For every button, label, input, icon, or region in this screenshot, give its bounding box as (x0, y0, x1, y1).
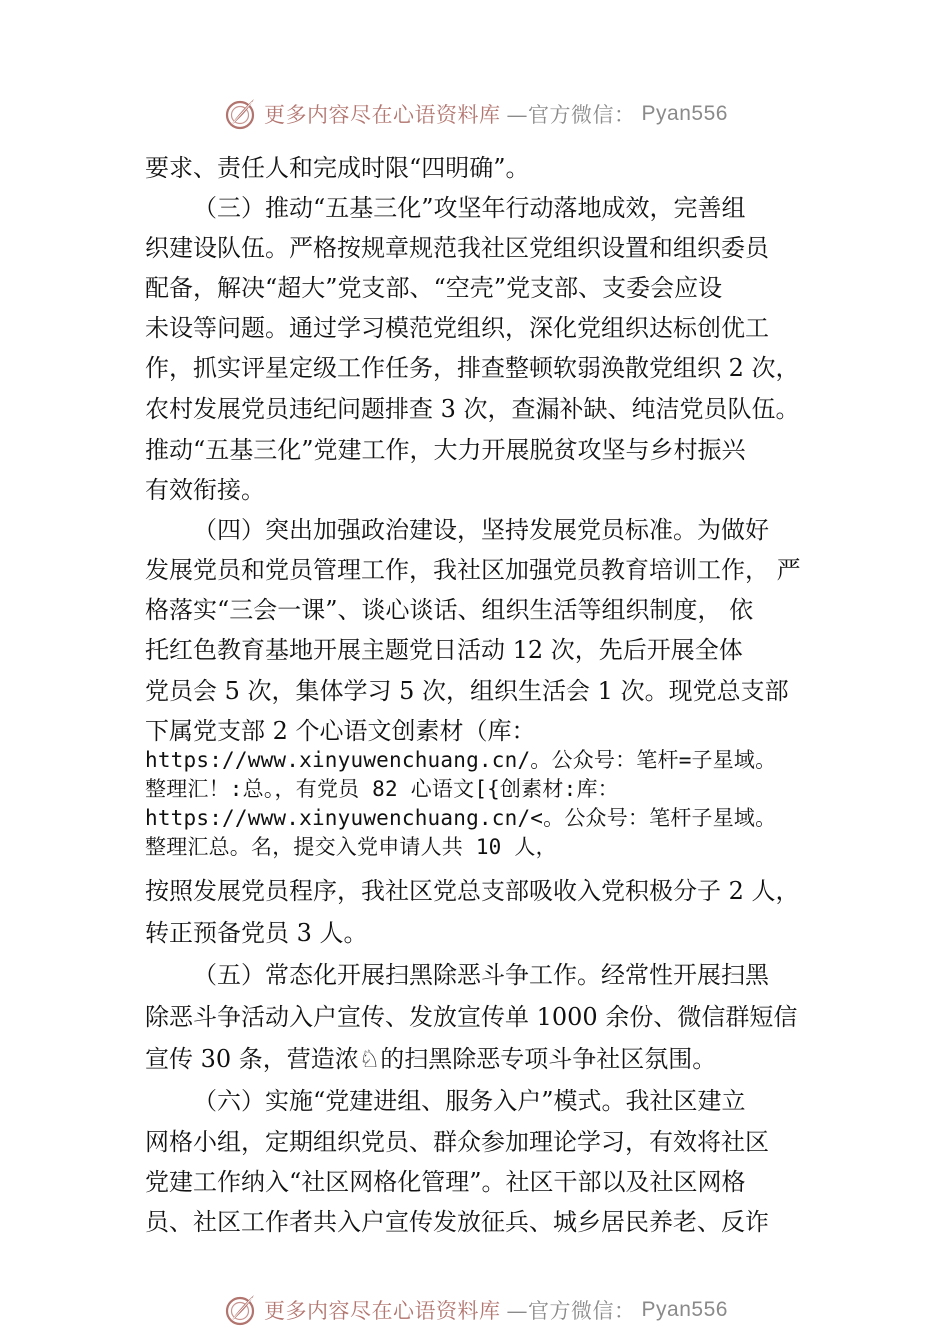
text-line: 未设等问题。通过学习模范党组织，深化党组织达标创优工 (145, 314, 769, 342)
banner-library-text: 更多内容尽在心语资料库 (264, 1299, 501, 1323)
banner-wechat-label: —官方微信： (506, 1299, 636, 1323)
banner-wechat-id: Pyan556 (641, 102, 728, 125)
text-line: 除恶斗争活动入户宣传、发放宣传单 1000 余份、微信群短信 (145, 1003, 798, 1031)
text-line: 格落实“三会一课”、谈心谈话、组织生活等组织制度， 依 (145, 596, 754, 624)
url-line: https://www.xinyuwenchuang.cn/。公众号：笔杆=子星域。 (145, 748, 777, 772)
text-line: 转正预备党员 3 人。 (145, 919, 368, 947)
banner-wechat-id: Pyan556 (641, 1298, 728, 1321)
text-line: 网格小组，定期组织党员、群众参加理论学习，有效将社区 (145, 1128, 769, 1156)
footer-watermark-banner (0, 1290, 950, 1330)
paragraph-4-line-1: （四）突出加强政治建设，坚持发展党员标准。为做好 (193, 516, 769, 544)
text-line: 推动“五基三化”党建工作，大力开展脱贫攻坚与乡村振兴 (145, 436, 746, 464)
quill-seal-icon (222, 1292, 258, 1328)
text-line: 织建设队伍。严格按规章规范我社区党组织设置和组织委员 (145, 234, 769, 262)
paragraph-3-line-1: （三）推动“五基三化”攻坚年行动落地成效，完善组 (193, 194, 746, 222)
quill-seal-icon (222, 96, 258, 132)
text-line: 作，抓实评星定级工作任务，排查整顿软弱涣散党组织 2 次， (145, 354, 800, 382)
text-line: 发展党员和党员管理工作，我社区加强党员教育培训工作， 严 (145, 556, 801, 584)
banner-wechat-label: —官方微信： (506, 103, 636, 127)
text-line: 员、社区工作者共入户宣传发放征兵、城乡居民养老、反诈 (145, 1208, 769, 1236)
text-line: 有效衔接。 (145, 476, 265, 504)
text-line: 下属党支部 2 个心语文创素材（库： (145, 717, 536, 745)
document-body (145, 148, 825, 1242)
text-line: 要求、责任人和完成时限“四明确”。 (145, 154, 530, 182)
paragraph-5-line-1: （五）常态化开展扫黑除恶斗争工作。经常性开展扫黑 (193, 961, 769, 989)
banner-library-text: 更多内容尽在心语资料库 (264, 103, 501, 127)
text-line: 整理汇！:总。，有党员 82 心语文[{创素材:库： (145, 777, 619, 801)
text-line: 党员会 5 次，集体学习 5 次，组织生活会 1 次。现党总支部 (145, 677, 789, 705)
text-line: 宣传 30 条，营造浓♘的扫黑除恶专项斗争社区氛围。 (145, 1045, 717, 1073)
paragraph-6-line-1: （六）实施“党建进组、服务入户”模式。我社区建立 (193, 1087, 746, 1115)
text-line: 托红色教育基地开展主题党日活动 12 次，先后开展全体 (145, 636, 743, 664)
header-watermark-banner (0, 94, 950, 134)
text-line: 整理汇总。名，提交入党申请人共 10 人， (145, 835, 557, 859)
url-line: https://www.xinyuwenchuang.cn/<。公众号：笔杆子星域。 (145, 806, 777, 830)
text-line: 配备，解决“超大”党支部、“空壳”党支部、支委会应设 (145, 274, 723, 302)
text-line: 按照发展党员程序，我社区党总支部吸收入党积极分子 2 人， (145, 877, 800, 905)
text-line: 党建工作纳入“社区网格化管理”。社区干部以及社区网格 (145, 1168, 746, 1196)
text-line: 农村发展党员违纪问题排查 3 次，查漏补缺、纯洁党员队伍。 (145, 395, 800, 423)
